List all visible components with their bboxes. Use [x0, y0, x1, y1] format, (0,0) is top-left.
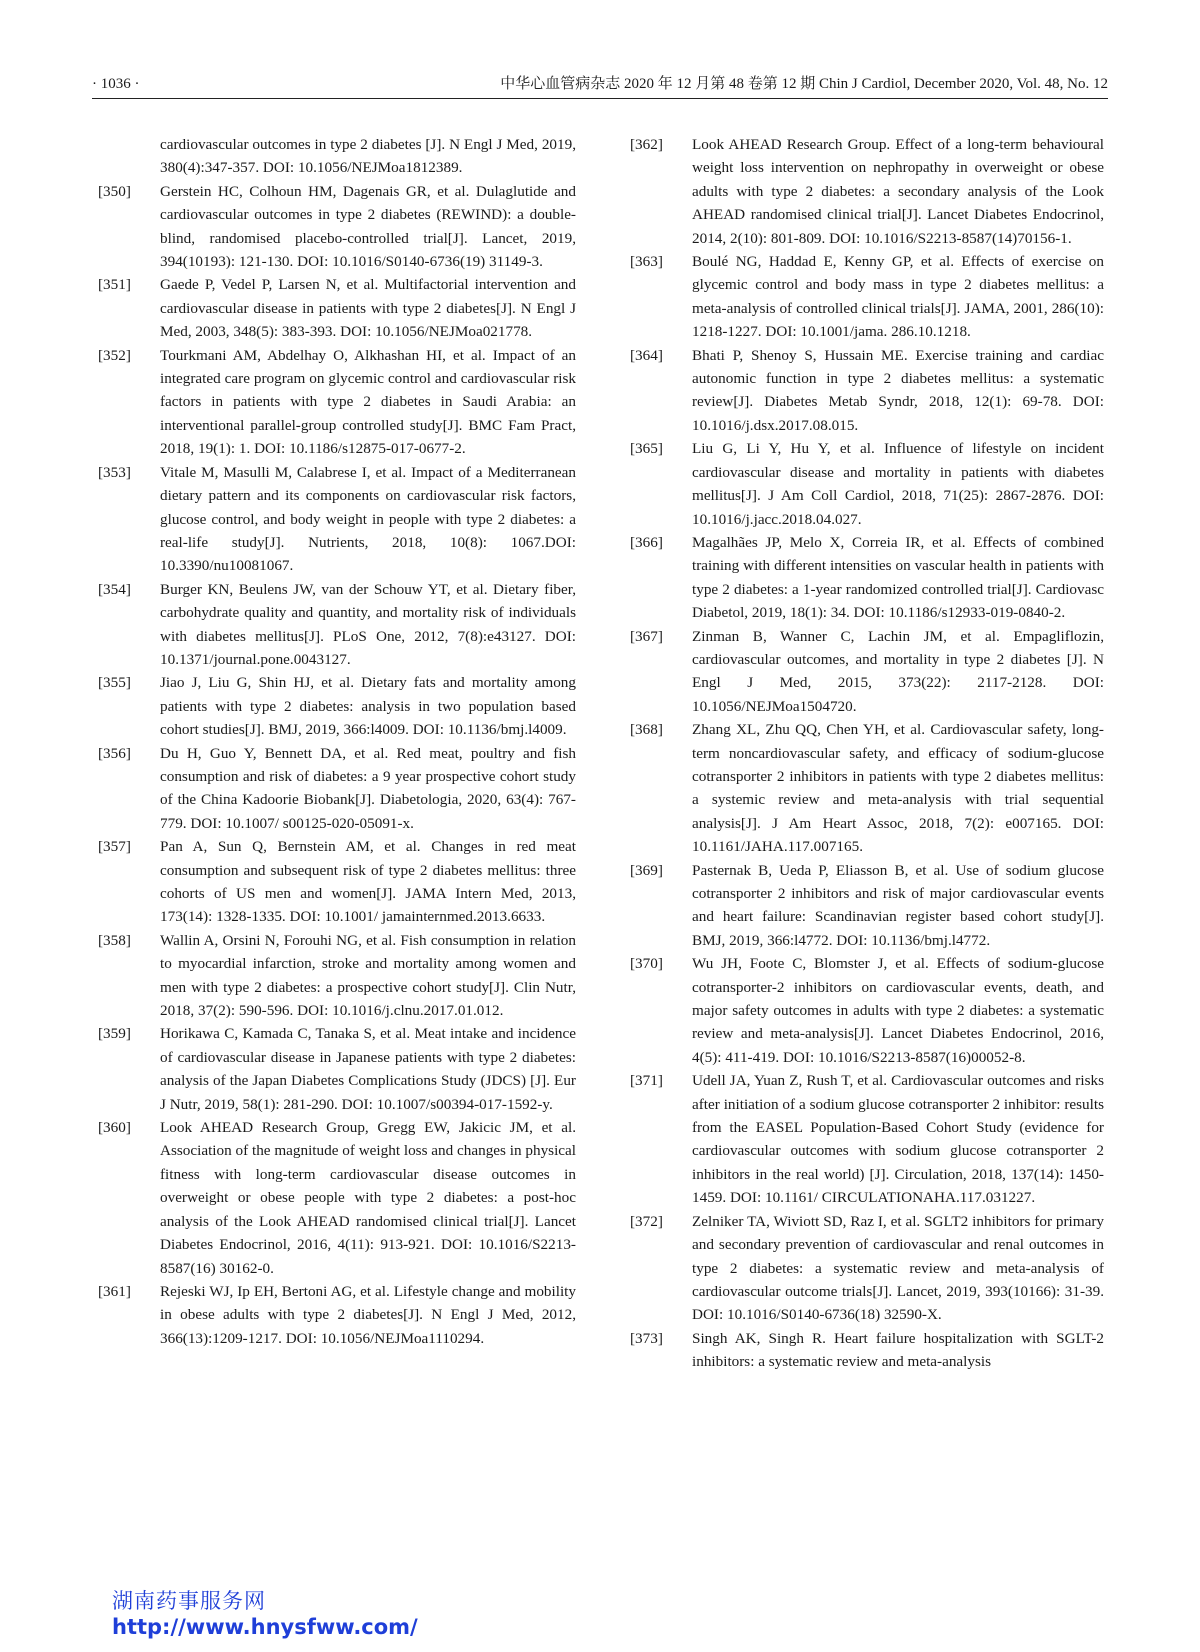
- reference-text: Wu JH, Foote C, Blomster J, et al. Effects of sodium-glucose cotransporter-2 inhibitors on cardiovascular events, death, and major safety outcomes in adults with type 2 diabetes: a systematic review and meta-analysis[J]. Lancet Diabetes Endocrinol, 2016, 4(5): 411-419. DOI: 10.1016/S2213-8587(16)00052-8.: [692, 955, 1104, 1066]
- page-header: [92, 70, 1108, 99]
- reference-text: Zhang XL, Zhu QQ, Chen YH, et al. Cardiovascular safety, long-term noncardiovascular safety, and efficacy of sodium-glucose cotransporter 2 inhibitors in patients with type 2 diabetes mellitus: a systemic review and meta-analysis with trial sequential analysis[J]. J Am Heart Assoc, 2018, 7(2): e007165. DOI: 10.1161/JAHA.117.007165.: [692, 721, 1104, 856]
- reference-item: [98, 1022, 576, 1116]
- reference-text: Boulé NG, Haddad E, Kenny GP, et al. Effects of exercise on glycemic control and body mass in type 2 diabetes mellitus: a meta-analysis of controlled clinical trials[J]. JAMA, 2001, 286(10): 1218-1227. DOI: 10.1001/jama. 286.10.1218.: [692, 253, 1104, 341]
- reference-text: Singh AK, Singh R. Heart failure hospitalization with SGLT-2 inhibitors: a systematic review and meta-analysis: [692, 1329, 1104, 1371]
- reference-item: [98, 742, 576, 836]
- reference-item: [630, 344, 1104, 438]
- watermark-url[interactable]: http://www.hnysfww.com/: [112, 1615, 418, 1639]
- reference-number: [355]: [98, 674, 131, 692]
- reference-number: [362]: [630, 136, 663, 153]
- site-watermark: [112, 1588, 418, 1640]
- reference-item: [630, 437, 1104, 531]
- reference-item: [630, 952, 1104, 1069]
- reference-item: [98, 578, 576, 672]
- reference-number: [373]: [630, 1329, 663, 1347]
- reference-text: Pan A, Sun Q, Bernstein AM, et al. Changes in red meat consumption and subsequent risk of type 2 diabetes mellitus: three cohorts of US men and women[J]. JAMA Intern Med, 2013, 173(14): 1328-1335. DOI: 10.1001/ jamainternmed.2013.6633.: [160, 838, 576, 926]
- reference-number: [370]: [630, 955, 663, 973]
- watermark-title: 湖南药事服务网: [112, 1589, 266, 1613]
- reference-text: Zelniker TA, Wiviott SD, Raz I, et al. SGLT2 inhibitors for primary and secondary prevention of cardiovascular and renal outcomes in type 2 diabetes: a systematic review and meta-analysis of cardiovascular outcome trials[J]. Lancet, 2019, 393(10166): 31-39. DOI: 10.1016/S0140-6736(18) 32590-X.: [692, 1212, 1104, 1324]
- reference-number: [353]: [98, 463, 131, 481]
- reference-number: [356]: [98, 744, 131, 762]
- reference-item: [98, 133, 576, 180]
- reference-item: [630, 1327, 1104, 1374]
- reference-item: [630, 1210, 1104, 1327]
- reference-item: [630, 718, 1104, 858]
- reference-item: [630, 625, 1104, 719]
- reference-text: Gaede P, Vedel P, Larsen N, et al. Multifactorial intervention and cardiovascular disease in patients with type 2 diabetes[J]. N Engl J Med, 2003, 348(5): 383-393. DOI: 10.1056/NEJMoa021778.: [160, 276, 576, 341]
- reference-number: [360]: [98, 1119, 131, 1137]
- reference-number: [367]: [630, 627, 663, 645]
- reference-text: cardiovascular outcomes in type 2 diabetes [J]. N Engl J Med, 2019, 380(4):347-357. DOI: 10.1056/NEJMoa1812389.: [160, 136, 576, 177]
- reference-item: [98, 273, 576, 343]
- reference-text: Bhati P, Shenoy S, Hussain ME. Exercise training and cardiac autonomic function in type 2 diabetes mellitus: a systematic review[J]. Diabetes Metab Syndr, 2018, 12(1): 69-78. DOI: 10.1016/j.dsx.2017.08.015.: [692, 346, 1104, 434]
- reference-item: [98, 1116, 576, 1280]
- reference-text: Vitale M, Masulli M, Calabrese I, et al. Impact of a Mediterranean dietary pattern and its components on cardiovascular risk factors, glucose control, and body weight in people with type 2 diabetes: a real-life study[J]. Nutrients, 2018, 10(8): 1067.DOI: 10.3390/nu10081067.: [160, 463, 576, 575]
- reference-number: [372]: [630, 1212, 663, 1230]
- reference-text: Liu G, Li Y, Hu Y, et al. Influence of lifestyle on incident cardiovascular disease and mortality in patients with diabetes mellitus[J]. J Am Coll Cardiol, 2018, 71(25): 2867-2876. DOI: 10.1016/j.jacc.2018.04.027.: [692, 440, 1104, 528]
- reference-item: [98, 180, 576, 274]
- reference-text: Look AHEAD Research Group, Gregg EW, Jakicic JM, et al. Association of the magnitude of weight loss and changes in physical fitness with long-term cardiovascular disease outcomes in overweight or obese people with type 2 diabetes: a post-hoc analysis of the Look AHEAD randomised clinical trial[J]. Lancet Diabetes Endocrinol, 2016, 4(11): 913-921. DOI: 10.1016/S2213-8587(16) 30162-0.: [160, 1119, 576, 1277]
- reference-number: [351]: [98, 276, 131, 294]
- reference-text: Tourkmani AM, Abdelhay O, Alkhashan HI, et al. Impact of an integrated care program on glycemic control and cardiovascular risk factors in patients with type 2 diabetes in Saudi Arabia: an interventional parallel-group controlled study[J]. BMC Fam Pract, 2018, 19(1): 1. DOI: 10.1186/s12875-017-0677-2.: [160, 346, 576, 458]
- reference-text: Burger KN, Beulens JW, van der Schouw YT, et al. Dietary fiber, carbohydrate quality and quantity, and mortality risk of individuals with diabetes mellitus[J]. PLoS One, 2012, 7(8):e43127. DOI: 10.1371/journal.pone.0043127.: [160, 580, 576, 668]
- reference-text: Magalhães JP, Melo X, Correia IR, et al. Effects of combined training with different intensities on vascular health in patients with type 2 diabetes: a 1-year randomized controlled trial[J]. Cardiovasc Diabetol, 2019, 18(1): 34. DOI: 10.1186/s12933-019-0840-2.: [692, 533, 1104, 622]
- reference-number: [366]: [630, 533, 663, 551]
- reference-text: Look AHEAD Research Group. Effect of a long-term behavioural weight loss intervention on nephropathy in overweight or obese adults with type 2 diabetes: a secondary analysis of the Look AHEAD randomised clinical trial[J]. Lancet Diabetes Endocrinol, 2014, 2(10): 801-809. DOI: 10.1016/S2213-8587(14)70156-1.: [692, 136, 1104, 247]
- reference-number: [368]: [630, 721, 663, 739]
- reference-item: [98, 835, 576, 929]
- reference-item: [630, 250, 1104, 344]
- reference-item: [630, 1069, 1104, 1209]
- reference-text: Wallin A, Orsini N, Forouhi NG, et al. Fish consumption in relation to myocardial infarction, stroke and mortality among women and men with type 2 diabetes: a prospective cohort study[J]. Clin Nutr, 2018, 37(2): 590-596. DOI: 10.1016/j.clnu.2017.01.012.: [160, 931, 576, 1020]
- reference-item: [98, 671, 576, 741]
- reference-column-right: [630, 133, 1104, 1374]
- page-number: · 1036 ·: [92, 76, 140, 92]
- reference-text: Jiao J, Liu G, Shin HJ, et al. Dietary fats and mortality among patients with type 2 diabetes: analysis in two population based cohort studies[J]. BMJ, 2019, 366:l4009. DOI: 10.1136/bmj.l4009.: [160, 674, 576, 739]
- reference-text: Zinman B, Wanner C, Lachin JM, et al. Empagliflozin, cardiovascular outcomes, and mortality in type 2 diabetes [J]. N Engl J Med, 2015, 373(22): 2117-2128. DOI: 10.1056/NEJMoa1504720.: [692, 627, 1104, 715]
- reference-number: [352]: [98, 346, 131, 364]
- reference-text: Horikawa C, Kamada C, Tanaka S, et al. Meat intake and incidence of cardiovascular disease in Japanese patients with type 2 diabetes: analysis of the Japan Diabetes Complications Study (JDCS) [J]. Eur J Nutr, 2019, 58(1): 281-290. DOI: 10.1007/s00394-017-1592-y.: [160, 1025, 576, 1113]
- reference-number: [365]: [630, 440, 663, 458]
- reference-text: Gerstein HC, Colhoun HM, Dagenais GR, et al. Dulaglutide and cardiovascular outcomes in type 2 diabetes (REWIND): a double-blind, randomised placebo-controlled trial[J]. Lancet, 2019, 394(10193): 121-130. DOI: 10.1016/S0140-6736(19) 31149-3.: [160, 182, 576, 271]
- journal-citation: 中华心血管病杂志 2020 年 12 月第 48 卷第 12 期 Chin J Cardiol, December 2020, Vol. 48, No. 12: [500, 76, 1108, 92]
- reference-number: [358]: [98, 931, 131, 949]
- reference-number: [361]: [98, 1282, 131, 1300]
- reference-text: Pasternak B, Ueda P, Eliasson B, et al. Use of sodium glucose cotransporter 2 inhibitors and risk of major cardiovascular events and heart failure: Scandinavian register based cohort study[J]. BMJ, 2019, 366:l4772. DOI: 10.1136/bmj.l4772.: [692, 861, 1104, 949]
- reference-number: [369]: [630, 861, 663, 879]
- reference-number: [363]: [630, 253, 663, 271]
- reference-item: [630, 859, 1104, 953]
- reference-number: [357]: [98, 838, 131, 856]
- reference-item: [98, 929, 576, 1023]
- reference-item: [98, 344, 576, 461]
- reference-text: Udell JA, Yuan Z, Rush T, et al. Cardiovascular outcomes and risks after initiation of a sodium glucose cotransporter 2 inhibitor: results from the EASEL Population-Based Cohort Study (evidence for cardiovascular outcomes with sodium glucose cotransporter 2 inhibitors in the real world) [J]. Circulation, 2018, 137(14): 1450-1459. DOI: 10.1161/ CIRCULATIONAHA.117.031227.: [692, 1072, 1104, 1207]
- reference-number: [350]: [98, 182, 131, 200]
- reference-number: [354]: [98, 580, 131, 598]
- reference-item: [630, 133, 1104, 250]
- reference-item: [98, 1280, 576, 1350]
- reference-number: [371]: [630, 1072, 663, 1090]
- reference-item: [630, 531, 1104, 625]
- reference-number: [359]: [98, 1025, 131, 1043]
- reference-number: [364]: [630, 346, 663, 364]
- reference-text: Du H, Guo Y, Bennett DA, et al. Red meat, poultry and fish consumption and risk of diabetes: a 9 year prospective cohort study of the China Kadoorie Biobank[J]. Diabetologia, 2020, 63(4): 767-779. DOI: 10.1007/ s00125-020-05091-x.: [160, 744, 576, 832]
- reference-item: [98, 461, 576, 578]
- reference-text: Rejeski WJ, Ip EH, Bertoni AG, et al. Lifestyle change and mobility in obese adults with type 2 diabetes[J]. N Engl J Med, 2012, 366(13):1209-1217. DOI: 10.1056/NEJMoa1110294.: [160, 1282, 576, 1347]
- reference-column-left: [98, 133, 576, 1350]
